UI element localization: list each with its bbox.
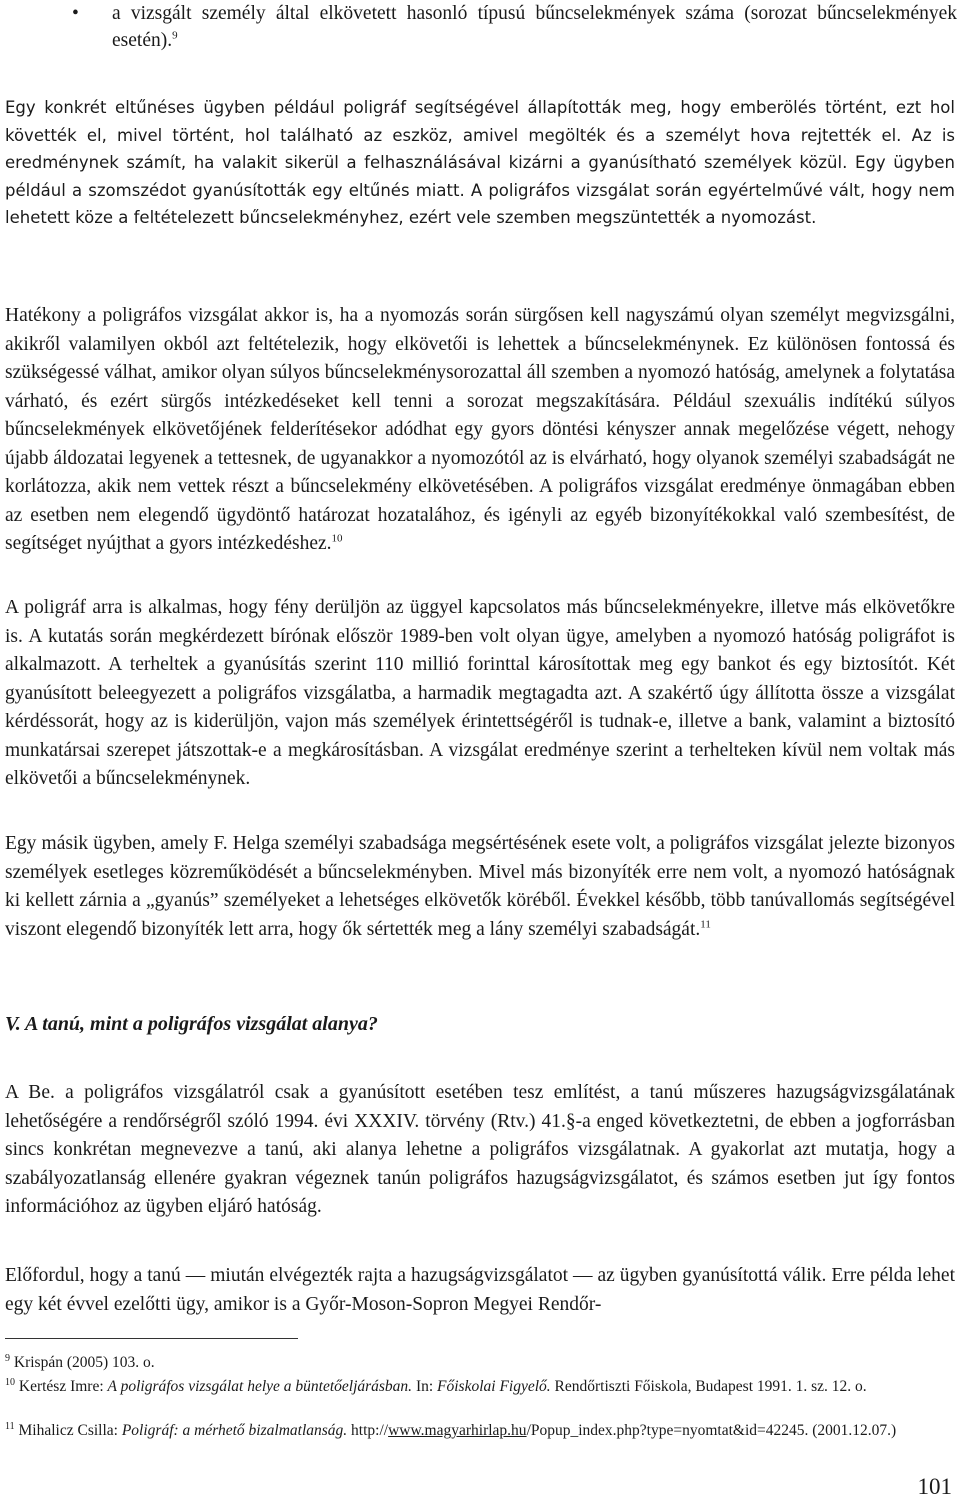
footnote-link[interactable]: www.magyarhirlap.hu bbox=[388, 1422, 527, 1439]
paragraph-4: Egy másik ügyben, amely F. Helga személyi szabadsága megsértésének esete volt, a poligráfos vizsgálat jelezte bizonyos személyek esetleges közreműködését a bűncselekményben. Mivel más bizonyíték erre nem volt, a nyomozó hatóságnak ki kellett zárnia a „gyanús” személyeket a lehetséges elkövetők köréből. Évekkel később, több tanúvallomás segítségével viszont elegendő bizonyíték lett arra, hogy ők sértették meg a lány személyi szabadságát.$^{11}$ bbox=[5, 833, 955, 940]
paragraph-5: A Be. a poligráfos vizsgálatról csak a gyanúsított esetében tesz említést, a tanú műszeres hazugságvizsgálatának lehetőségére a rendőrségről szóló 1994. évi XXXIV. törvény (Rtv.) 41.§-a enged következtetni, de ebben a jogforrásban sincs konkrétan megnevezve a tanú, aki alanya lehetne a poligráfos vizsgálatnak. A gyakorlat azt mutatja, hogy a szabályozatlanság ellenére gyakran végeznek tanún poligráfos hazugságvizsgálatot, és számos esetben jut így fontos információhoz az ügyben eljáró hatóság. bbox=[5, 1082, 955, 1217]
footnote-number: 10 bbox=[5, 1376, 15, 1388]
footnote-10: $^{10}$ Kertész Imre: A poligráfos vizsgálat helye a büntetőeljárásban. In: Főiskolai Figyelő. Rendőrtiszti Főiskola, Budapest 1991. 1. sz. 12. o. bbox=[5, 1376, 867, 1395]
footnote-journal: Főiskolai Figyelő. bbox=[437, 1378, 551, 1395]
footnote-9: $^9$ Krispán (2005) 103. o. bbox=[5, 1352, 155, 1371]
bullet-icon: • bbox=[72, 3, 79, 24]
footnote-number: 11 bbox=[5, 1420, 15, 1432]
footnote-ref-9[interactable]: 9 bbox=[172, 29, 178, 42]
footnote-ref-11[interactable]: 11 bbox=[700, 918, 711, 930]
paragraph-1: Egy konkrét eltűnéses ügyben például poligráf segítségével állapították meg, hogy emberölés történt, ezt hol követték el, mivel történt, hol található az eszköz, amivel megölték és a személyt hova rejtették el. Az is eredménynek számít, ha valakit sikerül a felhasználásával kizárni a gyanúsítható személyek közül. Egy ügyben például a szomszédot gyanúsították egy eltűnés miatt. A poligráfos vizsgálat során egyértelművé vált, hogy nem lehetett köze a feltételezett bűncselekményhez, ezért vele szemben megszüntették a nyomozást. bbox=[5, 98, 955, 227]
footnote-divider bbox=[5, 1338, 298, 1339]
footnote-ref-10[interactable]: 10 bbox=[331, 532, 343, 545]
footnote-title: A poligráfos vizsgálat helye a büntetőeljárásban. bbox=[107, 1378, 413, 1395]
footnote-11: $^{11}$ Mihalicz Csilla: Poligráf: a mérhető bizalmatlanság. http://www.magyarhirlap.hu/Popup_index.php?type=nyomtat&id=42245. (2001.12.07.) bbox=[5, 1420, 897, 1439]
footnote-number: 9 bbox=[5, 1352, 10, 1364]
paragraph-2: Hatékony a poligráfos vizsgálat akkor is, ha a nyomozás során sürgősen kell nagyszámú olyan személyt megvizsgálni, akikről valamilyen okból azt feltételezik, hogy elkövetői is lehettek a bűncselekménynek. Ez különösen fontossá és szükségessé válhat, amikor olyan súlyos bűncselekménysorozattal áll szemben a nyomozó hatóság, amelynek a folytatása várható, és ezért sürgős intézkedéseket kell tenni a sorozat megszakítására. Például szexuális indítékú súlyos bűncselekmények elkövetőjének felderítésekor adódhat egy gyors döntési kényszer annak megelőzése végett, nehogy újabb áldozatai legyenek a tettesnek, de ugyanakkor a nyomozótól az is elvárható, hogy olyanok személyi szabadságát ne korlátozza, akik nem vettek részt a bűncselekmény elkövetésében. A poligráfos vizsgálat eredménye önmagában ebben az esetben nem elegendő ügydöntő határozat hozatalához, és igényli az egyéb bizonyítékokkal való szembesítést, de segítséget nyújthat a gyors intézkedéshez.$^{10}$ bbox=[5, 305, 955, 554]
page-number: 101 bbox=[917, 1474, 952, 1499]
paragraph-6: Előfordul, hogy a tanú — miután elvégezték rajta a hazugságvizsgálatot — az ügyben gyanúsítottá válik. Erre példa lehet egy két évvel ezelőtti ügy, amikor is a Győr-Moson-Sopron Megyei Rendőr- bbox=[5, 1265, 955, 1315]
section-heading: V. A tanú, mint a poligráfos vizsgálat alanya? bbox=[5, 1013, 378, 1035]
bullet-text: a vizsgált személy által elkövetett hasonló típusú bűncselekmények száma (sorozat bűncselekmények esetén).$^9$ bbox=[112, 3, 957, 51]
paragraph-3: A poligráf arra is alkalmas, hogy fény derüljön az üggyel kapcsolatos más bűncselekményekre, illetve más elkövetőkre is. A kutatás során megkérdezett bírónak először 1989-ben volt olyan ügye, amelyben a nyomozó hatóság poligráfot is alkalmazott. A terheltek a gyanúsítás szerint 110 millió forinttal károsítottak meg egy bankot és egy biztosítót. Két gyanúsított beleegyezett a poligráfos vizsgálatba, a harmadik megtagadta azt. A szakértő úgy állította össze a vizsgálat kérdéssorát, hogy az is kiderüljön, vajon más személyek érintettségéről is tudnak-e, illetve a bank, valamint a biztosító munkatársai szerepet játszottak-e a megkárosításban. A vizsgálat eredménye szerint a terhelteken kívül nem voltak más elkövetői a bűncselekménynek. bbox=[5, 597, 955, 789]
footnote-title: Poligráf: a mérhető bizalmatlanság. bbox=[121, 1422, 348, 1439]
